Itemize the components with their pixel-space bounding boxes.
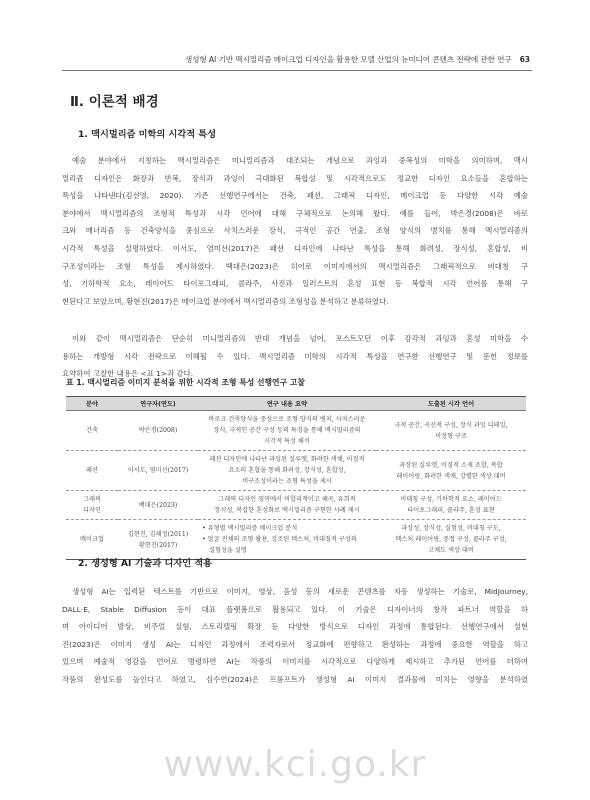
paragraph-line: 있으며 예술적 영감을 언어로 명령하면 AI는 작품의 이미지를 시각적으로 다양하게 제시하고 추가된 언어를 더하여 [62,657,528,667]
table-row [66,411,526,451]
cell-text: 황현진(2017) [138,541,178,549]
paragraph-line: 진(2023)은 이미지 생성 AI는 디자인 과정에서 조력자로서 정교화에 편향하고 완성하는 과정에 중요한 역할을 하고 [62,639,528,649]
subsection-title-2: 2. 생성형 AI 기술과 디자인 적용 [78,558,213,569]
cell-text: 극적 공간, 곡선적 구성, 장식 과잉 디테일, [394,421,508,429]
cell-text: 패션 디자인에 나타난 과잉된 실루엣, 화려한 색채, 이질적 [209,456,365,463]
paragraph-line: DALL·E, Stable Diffusion 등이 대표 플랫폼으로 활용되고 있다. 이 기술은 디자이너의 창작 파트너 역할을 하 [62,604,528,614]
page-number: 63 [519,55,530,64]
cell-text: • 얼굴 전체의 조형 활용, 강조된 텍스처, 비대칭적 구성의 [202,536,357,543]
cell-text: 장식, 극적인 공간 구성 등의 특징을 통해 맥시멀리즘의 [213,427,361,434]
summary-cell [198,520,376,560]
cell-text: 고채도 색상 대비 [428,547,474,554]
paragraph-line: 며 아이디어 발상, 비주얼 실험, 스토리텔링 확장 등 다양한 방식으로 디자인 과정에 통합된다. 선행연구에서 설현 [62,622,528,632]
watermark: www.kci.go.kr [163,744,427,785]
paragraph-line: 구조성이라는 조형 특성을 제시하였다. 백대은(2023)은 히어로 이미지에서의 맥시멀리즘은 그래픽적으로 비대칭 구 [62,261,528,271]
cell-text: 김현진, 김해정(2011) [127,530,189,538]
paragraph-line: 이와 같이 맥시멀리즘은 단순히 미니멀리즘의 반대 개념을 넘어, 포스트모던 이후 감각적 과잉과 혼성 미학을 수 [72,334,528,343]
author-cell [118,411,198,451]
paragraph-3 [62,583,528,689]
header-rule [62,70,532,71]
cell-text: 타이포그래피, 콜라주, 혼성 표현 [407,507,495,514]
paragraph-line: 크와 매너리즘 등 건축양식을 중심으로 사치스러운 장식, 극적인 공간 연출, 조형 양식의 병치를 통해 맥시멀리즘의 [62,226,528,236]
paragraph-line: 예술 분야에서 지칭하는 맥시멀리즘은 미니멀리즘과 대조되는 개념으로 과잉과 중복성의 미학을 의미하며, 맥시 [72,156,528,165]
summary-cell [198,411,376,451]
paragraph-line: 현된다고 보았으며, 황현진(2017)은 메이크업 분야에서 맥시멀리즘의 조형성을 분석하고 분류하였다. [62,296,389,306]
table-header-row [66,397,526,411]
cell-text: 실험성을 설명 [209,547,247,554]
running-header [62,54,530,65]
cell-text: 시각적 특성 해석 [264,438,310,445]
paragraph-2 [62,330,528,383]
cell-text: 비대칭 구성, 기하학적 요소, 레이어드 [400,496,502,503]
paragraph-line: 시각적 특성을 설명하였다. 이서도, 염미선(2017)은 패션 디자인에 나타난 특성을 통해 화려성, 장식성, 혼합성, 비 [62,243,528,253]
cell-text: 건축 [86,427,98,434]
language-cell [376,411,526,451]
cell-text: 박은경(2008) [138,427,178,434]
summary-cell [198,491,376,520]
summary-cell [198,451,376,491]
cell-text: 메이크업 [80,536,104,543]
paragraph-line: 성, 기하학적 요소, 레이어드 타이포그래피, 콜라주, 사진과 일러스트의 혼성 표현 등 복합적 시각 언어를 통해 구 [62,279,528,289]
paragraph-line: 멀리즘 디자인은 화장과 반복, 장식과 과잉이 극대화된 복합성 및 시각적으로도 정교한 디자인 요소들을 혼합하는 [62,173,528,183]
cell-text: 바로크 건축양식을 중심으로 조형 양식의 병치, 사치스러운 [208,416,366,423]
cell-text: 이서도, 염미선(2017) [127,467,189,474]
column-header: 분야 [66,397,118,411]
subsection-title-1: 1. 맥시멀리즘 미학의 시각적 특성 [78,129,217,140]
paragraph-line: 요약하여 고찰한 내용은 <표 1>과 같다. [62,369,194,379]
column-header: 연구 내용 요약 [198,397,376,411]
cell-text: 디자인 [83,507,101,514]
paragraph-1 [62,152,528,310]
column-header: 연구자(연도) [118,397,198,411]
language-cell [376,451,526,491]
cell-text: 과장성, 장식성, 실험성, 비대칭 구도, [401,525,501,532]
cell-text: 요소의 혼합을 통해 화려성, 장식성, 혼합성, [228,467,346,474]
author-cell [118,520,198,560]
language-cell [376,491,526,520]
cell-text: 과장된 실루엣, 이질적 소재 조합, 복합 [399,461,503,469]
paragraph-line: 분야에서 맥시멀리즘의 조형적 특성과 시각 언어에 대해 구체적으로 논의해 왔다. 예를 들어, 박은경(2008)은 바로 [62,208,528,218]
table-row [66,491,526,520]
paragraph-line: 작품의 완성도를 높인다고 하였고, 심수연(2024)은 프롬프트가 생성형 AI 이미지 결과물에 미치는 영향을 분석하였 [62,674,528,684]
cell-text: 비구조성이라는 조형 특성을 제시 [242,478,332,485]
field-cell [66,520,118,560]
author-cell [118,491,198,520]
running-title: 생성형 AI 기반 맥시멀리즘 메이크업 디자인을 활용한 모델 산업의 뉴미디어 콘텐츠 전략에 관한 연구 [184,55,512,64]
cell-text: 패션 [86,467,98,474]
table-row [66,520,526,560]
field-cell [66,451,118,491]
cell-text: 비정형 구조 [435,432,467,440]
field-cell [66,491,118,520]
field-cell [66,411,118,451]
cell-text: 장식성, 복잡한 혼성화로 맥시멀리즘 구현한 사례 제시 [214,507,360,514]
cell-text: • 유형별 맥시멀리즘 메이크업 분석 [202,525,298,532]
cell-text: 백대은(2023) [138,501,178,509]
author-cell [118,451,198,491]
language-cell [376,520,526,560]
research-table [66,396,526,560]
paragraph-line: 용하는 개방형 시각 전략으로 이해될 수 있다. 맥시멀리즘 미학의 시각적 특성을 연구한 선행연구 및 문헌 정보를 [62,351,528,361]
cell-text: 그래픽 디자인 영역에서 비합리적이고 혜곡, 유희적 [218,496,356,503]
section-title: Ⅱ. 이론적 배경 [70,94,159,110]
cell-text: 레이어링, 화려한 색채, 강렬한 색상 대비 [396,472,506,480]
paragraph-line: 특성을 나타낸다(김선영, 2020). 기존 선행연구에서는 건축, 패션, 그래픽 디자인, 메이크업 등 다양한 시각 예술 [62,191,528,201]
cell-text: 텍스처 레이어링, 중첩 구성, 콜라주 구성, [395,536,507,543]
cell-text: 그래픽 [83,496,101,503]
column-header: 도출된 시각 언어 [376,397,526,411]
table-caption: 표 1. 맥시멀리즘 이미지 분석을 위한 시각적 조형 특성 선행연구 고찰 [66,378,305,387]
paragraph-line: 생성형 AI는 입력된 텍스트를 기반으로 이미지, 영상, 음성 등의 새로운 콘텐츠를 자동 생성하는 기술로, MidJourney, [72,587,528,596]
table-row [66,451,526,491]
